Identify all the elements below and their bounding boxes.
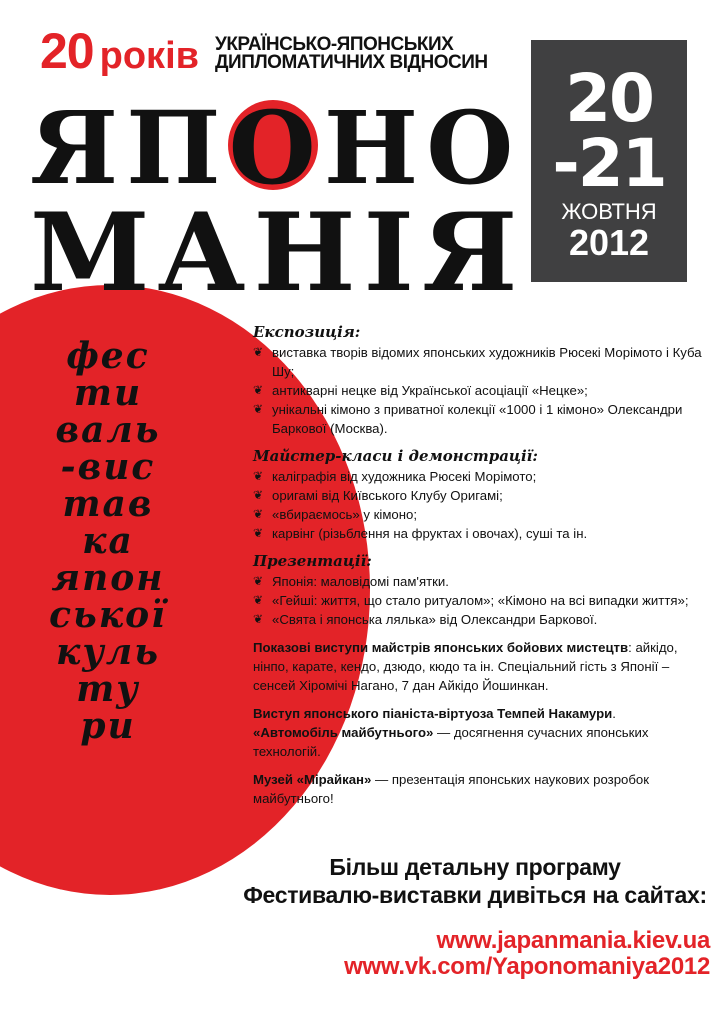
section-presentations <box>253 552 713 629</box>
years-number: 20 <box>40 23 94 79</box>
date-box <box>531 40 687 282</box>
anniversary-subtitle <box>215 36 488 72</box>
section-title: Експозиція: <box>253 323 361 341</box>
years-word: років <box>99 35 199 77</box>
two-fish-icon: ❦ <box>253 526 264 540</box>
list-item: ❦ «Гейші: життя, що стало ритуалом»; «Кімоно на всі випадки життя»; <box>253 593 689 608</box>
list-item: ❦ «Свята і японська лялька» від Олександри Баркової. <box>253 612 598 627</box>
two-fish-icon: ❦ <box>253 488 264 502</box>
vertical-festival-title <box>28 335 188 747</box>
two-fish-icon: ❦ <box>253 574 264 588</box>
martial-arts-paragraph: Показові виступи майстрів японських бойових мистецтв: айкідо, нінпо, карате, кендо, дзюдо, кюдо та ін. Спеціальний гість з Японії – сенсей Хіромічі Нагано, 7 дан Айкідо Йошинкан. <box>253 640 678 693</box>
more-info-heading <box>240 853 710 909</box>
website-links <box>240 928 710 980</box>
two-fish-icon: ❦ <box>253 507 264 521</box>
more-line-2: Фестивалю-виставки дивіться на сайтах: <box>243 882 707 908</box>
list-item: ❦ оригамі від Київського Клубу Оригамі; <box>253 488 503 503</box>
list-item: ❦ антикварні нецке від Української асоціації «Нецке»; <box>253 383 588 398</box>
two-fish-icon: ❦ <box>253 593 264 607</box>
program-content <box>253 323 713 817</box>
section-masterclasses <box>253 447 713 543</box>
anniversary-heading <box>40 22 199 80</box>
two-fish-icon: ❦ <box>253 345 264 359</box>
vertical-title-line: фес <box>66 335 150 377</box>
date-month: ЖОВТНЯ <box>561 199 657 224</box>
vertical-title-line: ри <box>80 705 136 747</box>
title-line-1: ЯПОНО <box>30 89 522 207</box>
list-item: ❦ виставка творів відомих японських художників Рюсекі Морімото і Куба Шу; <box>253 345 702 379</box>
list-item: ❦ «вбираємось» у кімоно; <box>253 507 418 522</box>
two-fish-icon: ❦ <box>253 612 264 626</box>
vertical-title-line: ка <box>82 520 134 562</box>
list-item: ❦ каліграфія від художника Рюсекі Морімото; <box>253 469 537 484</box>
date-to: -21 <box>552 125 666 202</box>
vertical-title-line: валь <box>55 409 161 451</box>
festival-title <box>30 89 526 316</box>
vertical-title-line: тав <box>62 483 154 525</box>
more-line-1: Більш детальну програму <box>329 854 621 880</box>
section-exposition <box>253 323 713 438</box>
auto-paragraph: «Автомобіль майбутнього» — досягнення сучасних японських технологій. <box>253 725 649 759</box>
website-link-1[interactable]: www.japanmania.kiev.ua <box>436 927 710 954</box>
subtitle-line-2: ДИПЛОМАТИЧНИХ ВІДНОСИН <box>215 52 488 73</box>
two-fish-icon: ❦ <box>253 469 264 483</box>
vertical-title-line: ти <box>73 372 143 414</box>
date-year: 2012 <box>568 222 650 263</box>
museum-paragraph: Музей «Мірайкан» — презентація японських наукових розробок майбутнього! <box>253 772 650 806</box>
vertical-title-line: куль <box>56 631 160 673</box>
website-link-2[interactable]: www.vk.com/Yaponomaniya2012 <box>344 953 710 980</box>
title-line-2: МАНІЯ <box>30 190 526 316</box>
date-from: 20 <box>565 60 653 137</box>
vertical-title-line: ту <box>76 668 140 710</box>
vertical-title-line: -вис <box>60 446 156 488</box>
section-title: Майстер-класи і демонстрації: <box>253 447 538 465</box>
vertical-title-line: ської <box>49 594 167 636</box>
two-fish-icon: ❦ <box>253 402 264 416</box>
subtitle-line-1: УКРАЇНСЬКО-ЯПОНСЬКИХ <box>215 34 454 55</box>
pianist-paragraph: Виступ японського піаніста-віртуоза Темпей Накамури. <box>253 706 616 721</box>
list-item: ❦ карвінг (різьблення на фруктах і овочах), суші та ін. <box>253 526 588 541</box>
list-item: ❦ унікальні кімоно з приватної колекції «1000 і 1 кімоно» Олександри Баркової (Москва). <box>253 402 683 436</box>
two-fish-icon: ❦ <box>253 383 264 397</box>
section-title: Презентації: <box>253 552 372 570</box>
list-item: ❦ Японія: маловідомі пам'ятки. <box>253 574 449 589</box>
vertical-title-line: япон <box>51 557 165 599</box>
